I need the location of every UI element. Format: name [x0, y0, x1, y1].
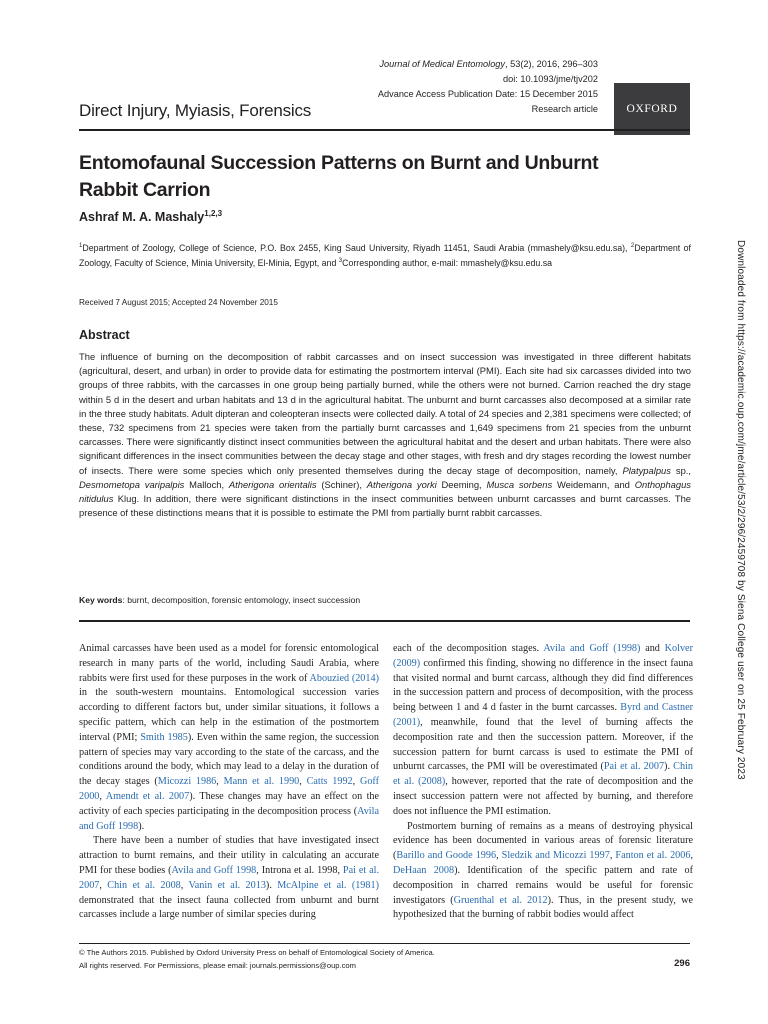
keywords-list: burnt, decomposition, forensic entomology, insect succession: [127, 595, 361, 605]
article-title: [79, 150, 639, 204]
text: ).: [265, 879, 278, 891]
citation-link[interactable]: Sledzik and Micozzi 1997: [501, 850, 610, 862]
species-name: Atherigona yorki: [366, 478, 437, 490]
species-name: Atherigona orientalis: [228, 478, 317, 490]
abstract-body: sp.,: [670, 464, 692, 476]
title-line-1: Entomofaunal Succession Patterns on Burnt and Unburnt: [79, 152, 599, 174]
text: Postmortem burning of remains as a means of destroying physical evidence has been documented in various areas of forensic literature (: [393, 820, 693, 862]
citation-link[interactable]: Gruenthal et al. 2012: [453, 894, 548, 906]
body-column-right: [393, 642, 693, 923]
section-heading: Direct Injury, Myiasis, Forensics: [79, 101, 312, 120]
affiliation-mark-1: 1: [79, 243, 83, 249]
text: in the south-western mountains. Entomological succession varies according to different factors but, under similar situations, it follows a specific pattern, which can help in the estimation of the postmortem interval (PMI;: [79, 687, 379, 743]
citation-link[interactable]: Avila and Goff 1998: [171, 864, 257, 876]
text: , however, reported that the rate of decomposition and the insect succession pattern were not affected by burning, and therefore does not influence the PMI estimation.: [393, 776, 693, 817]
copyright-line: © The Authors 2015. Published by Oxford University Press on behalf of Entomological Society of America.: [79, 948, 435, 957]
paragraph: [393, 642, 693, 820]
author-affiliation-marks: 1,2,3: [204, 209, 223, 218]
keywords: [79, 595, 360, 605]
text: ,: [99, 879, 108, 891]
citation-link[interactable]: Avila and Goff 1998: [79, 805, 379, 832]
body-column-left: [79, 642, 379, 923]
affiliations: [79, 240, 691, 271]
text: Animal carcasses have been used as a model for forensic entomological research in many parts of the world, including Saudi Arabia, where rabbits were first used for these purposes in the work of: [79, 643, 379, 684]
affiliation-1: Department of Zoology, College of Science, P.O. Box 2455, King Saud University, Riyadh 11451, Saudi Arabia (mmashely@ksu.edu.sa),: [82, 242, 631, 253]
citation-link[interactable]: Amendt et al. 2007: [105, 790, 190, 802]
text: ,: [216, 776, 224, 788]
keywords-label: Key words: [79, 595, 123, 605]
abstract-text: [79, 350, 691, 520]
journal-volume: , 53(2), 2016, 296–303: [505, 59, 598, 69]
text: ). Even within the same region, the succession pattern of species may vary according to the state of the carcass, and the conditions around the body, which may lead to a delay in the duration of the decay stages (: [79, 731, 379, 788]
citation-link[interactable]: Fanton et al. 2006: [615, 850, 691, 862]
author-name: Ashraf M. A. Mashaly: [79, 210, 205, 225]
title-line-2: Rabbit Carrion: [79, 179, 211, 201]
keywords-separator: :: [122, 595, 128, 605]
text: ,: [352, 776, 360, 788]
species-name: Desmometopa varipalpis: [79, 478, 185, 490]
author: [79, 209, 222, 224]
oxford-logo: [614, 83, 690, 135]
affiliation-mark-3: 3: [338, 258, 343, 265]
text: ,: [299, 776, 307, 788]
journal-name[interactable]: Journal of Medical Entomology: [379, 59, 506, 69]
text: each of the decomposition stages.: [393, 643, 544, 654]
citation-link[interactable]: Byrd and Castner (2001): [393, 702, 693, 728]
text: ).: [138, 820, 145, 832]
received-accepted-dates: Received 7 August 2015; Accepted 24 November 2015: [79, 298, 278, 307]
citation-link[interactable]: Mann et al. 1990: [223, 776, 300, 788]
citation-link[interactable]: Pai et al. 2007: [79, 864, 379, 891]
abstract-heading: Abstract: [79, 328, 130, 342]
permissions-line: All rights reserved. For Permissions, please email: journals.permissions@oup.com: [79, 960, 356, 970]
abstract-body: Weidemann, and: [552, 478, 635, 490]
paragraph: [393, 820, 693, 924]
text: , meanwhile, found that the level of burning affects the decomposition rate and then the succession pattern. Moreover, if the succession pattern for burnt carcass is used to estimate the PMI of unburnt carcasses, the PMI will be overestimated (: [393, 716, 693, 773]
citation-link[interactable]: Micozzi 1986: [157, 776, 217, 788]
abstract-body: Deeming,: [436, 478, 487, 490]
citation-link[interactable]: Goff 2000: [79, 776, 380, 802]
citation-link[interactable]: Barillo and Goode 1996: [396, 850, 497, 862]
text: and: [640, 643, 665, 654]
advance-access-date: Advance Access Publication Date: 15 December 2015: [377, 89, 598, 99]
abstract-body: (Schiner),: [316, 478, 367, 490]
species-name: Musca sorbens: [486, 478, 553, 490]
text: ,: [496, 850, 502, 862]
article-type: Research article: [531, 104, 598, 114]
footer-divider: [79, 943, 690, 944]
text: , Introna et al. 1998,: [256, 864, 343, 876]
logo-text: OXFORD: [626, 103, 678, 115]
citation-link[interactable]: Abouzied (2014): [309, 672, 379, 684]
doi[interactable]: doi: 10.1093/jme/tjv202: [502, 74, 598, 84]
citation-link[interactable]: Pai et al. 2007: [603, 761, 665, 773]
text: There have been a number of studies that have investigated insect attraction to burnt remains, and their utility in calculating an accurate PMI for these bodies (: [79, 835, 379, 876]
text: ). These changes may have an effect on the activity of each species participating in the decomposition process (: [79, 790, 380, 817]
text: demonstrated that the insect fauna collected from unburnt and burnt carcasses include a large number of similar species during: [79, 894, 379, 921]
abstract-body: Klug. In addition, there were significant distinctions in the insect communities between unburnt carcasses and burnt carcasses. The presence of these distinctions means that it is possible to estimate the PMI from partially burnt rabbit carcasses.: [79, 493, 691, 519]
abstract-body: Malloch,: [184, 478, 229, 490]
text: ,: [180, 879, 189, 891]
corresponding-author[interactable]: Corresponding author, e-mail: mmashely@ksu.edu.sa: [342, 258, 553, 269]
citation-link[interactable]: Vanin et al. 2013: [188, 879, 266, 891]
citation-link[interactable]: Chin et al. (2008): [393, 761, 693, 788]
species-name: Onthophagus nitidulus: [79, 478, 691, 505]
text: confirmed this finding, showing no difference in the insect fauna that visited normal and burnt carcass, although they did find differences in the succession pattern and process of decomposition, with the process being between 1 and 4 d faster in the burnt carcasses.: [393, 657, 693, 714]
species-name: Platypalpus: [622, 464, 671, 476]
citation-link[interactable]: DeHaan 2008: [393, 864, 455, 876]
citation-link[interactable]: McAlpine et al. (1981): [277, 879, 379, 891]
text: ). Identification of the specific pattern and rate of decomposition in charred remains would be useful for forensic investigators (: [393, 864, 694, 906]
citation-link[interactable]: Chin et al. 2008: [107, 879, 181, 891]
paragraph: [79, 642, 379, 834]
text: ,: [690, 850, 693, 862]
journal-metadata: [278, 57, 598, 117]
paragraph: [79, 834, 379, 923]
download-notice[interactable]: Downloaded from https://academic.oup.com/jme/article/53/2/296/2459708 by Siena College user on 25 February 2023: [735, 240, 746, 780]
text: ).: [664, 761, 674, 773]
affiliation-mark-2: 2: [630, 243, 635, 249]
copyright-footer: [79, 947, 435, 972]
text: ,: [609, 850, 616, 862]
citation-link[interactable]: Catts 1992: [306, 776, 353, 788]
abstract-divider: [79, 620, 690, 622]
citation-link[interactable]: Kolver (2009): [393, 643, 693, 669]
citation-link[interactable]: Avila and Goff (1998): [543, 643, 641, 654]
abstract-body: The influence of burning on the decomposition of rabbit carcasses and on insect succession was investigated in three different habitats (agricultural, desert, and urban) in order to provide data for estimating the postmortem interval (PMI). Each site had six carcasses divided into two groups of three rabbits, with the carcasses in one group being partially burned, while the others were not burned. Carrion reached the dry stage within 5 d in the desert and urban habitats and 13 d in the agricultural habitat. The unburnt and burnt carcasses also decomposed at a similar rate in the three study habitats. Adult dipteran and coleopteran insects were collected daily. A total of 24 species and 2,381 specimens were collected; of these, 732 specimens from 21 species were taken from the partially burnt carcasses and 1,649 specimens from 21 species from the unburnt carcasses. There were significantly distinct insect communities between the agricultural habitat and the desert and urban habitats. There were also significant differences in the insect communities between the decay stage and other stages, with fresh and dry stages recording the lowest number of insects. There were some species which only presented themselves during the decay stage of decomposition, namely,: [79, 351, 691, 476]
header-divider: [79, 129, 690, 131]
text: ). Thus, in the present study, we hypothesized that the burning of rabbit bodies would affect: [393, 894, 693, 921]
citation-link[interactable]: Smith 1985: [140, 731, 188, 743]
download-banner: [730, 240, 752, 800]
affiliation-2: Department of Zoology, Faculty of Science, Minia University, El-Minia, Egypt, and: [79, 242, 691, 269]
text: ,: [99, 790, 106, 802]
page-number: 296: [674, 958, 690, 969]
